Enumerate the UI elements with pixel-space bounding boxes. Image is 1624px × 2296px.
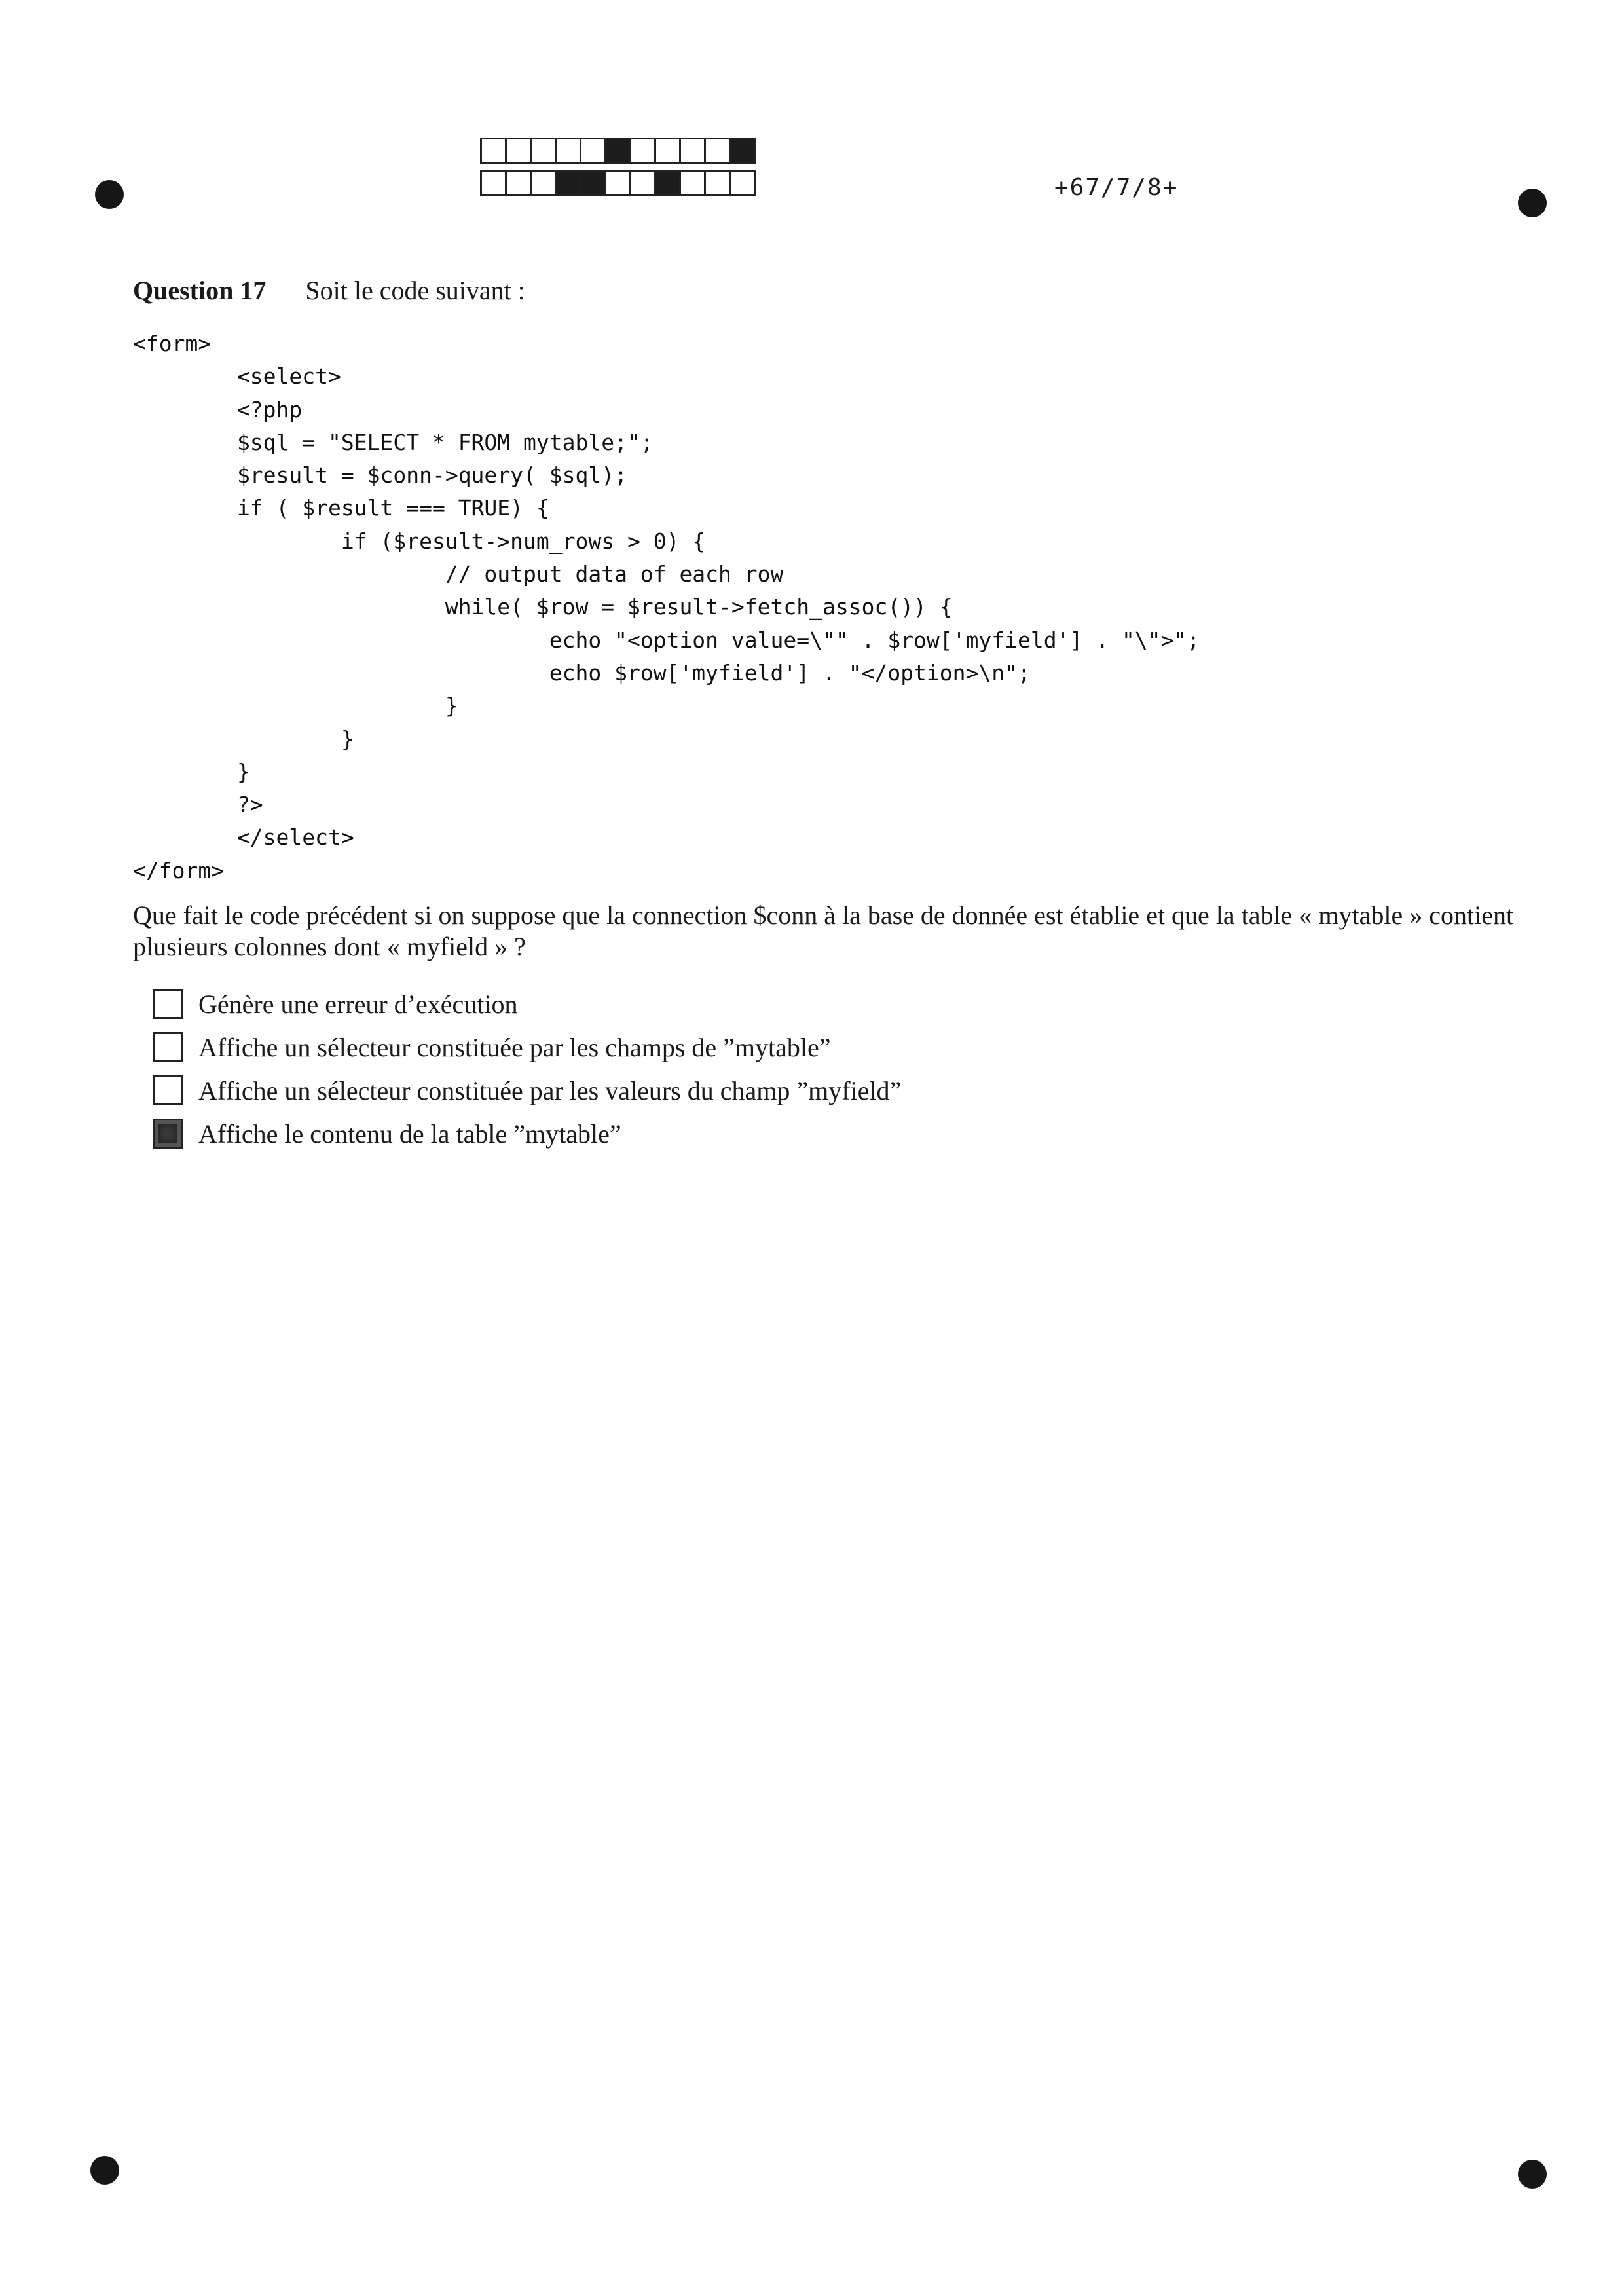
barcode-cell — [631, 170, 656, 196]
barcode-cell — [681, 170, 706, 196]
answer-checkbox[interactable] — [153, 1075, 183, 1105]
answer-option — [153, 1069, 901, 1112]
question-heading — [133, 275, 525, 306]
barcode-cell — [581, 138, 606, 164]
barcode-cell — [606, 170, 631, 196]
answer-checkbox[interactable] — [153, 1119, 183, 1149]
barcode-cell — [681, 138, 706, 164]
code-listing: <form> <select> <?php $sql = "SELECT * FROM mytable;"; $result = $conn->query( $sql); if ( $result === TRUE) { if ($result->num_rows > 0) { // output data of each row while( $row = $result->fetch_assoc()) { echo "<option value=\"" . $row['myfield'] . "\">"; echo $row['myfield'] . "</option>\n"; } } } ?> </select> </form> — [133, 331, 1200, 883]
answer-label: Affiche un sélecteur constituée par les valeurs du champ ”myfield” — [198, 1075, 902, 1105]
barcode-cell — [482, 138, 507, 164]
barcode-cell — [706, 170, 731, 196]
barcode-cell — [631, 138, 656, 164]
answer-option — [153, 1112, 901, 1155]
question-prompt: Que fait le code précédent si on suppose que la connection $conn à la base de donnée est établie et que la table « mytable » contient plusieurs colonnes dont « myfield » ? — [133, 900, 1514, 961]
question-number: Question 17 — [133, 276, 267, 305]
barcode-row-bottom — [480, 170, 756, 196]
answer-option — [153, 1026, 901, 1069]
barcode-cell — [656, 138, 681, 164]
answer-checkbox[interactable] — [153, 989, 183, 1019]
page-code: +67/7/8+ — [1054, 174, 1179, 201]
answer-label: Affiche un sélecteur constituée par les champs de ”mytable” — [198, 1032, 831, 1062]
corner-mark-bottom-right — [1518, 2160, 1547, 2189]
barcode-cell — [507, 138, 532, 164]
barcode-cell — [706, 138, 731, 164]
corner-mark-bottom-left — [90, 2156, 119, 2185]
answer-checkbox[interactable] — [153, 1032, 183, 1062]
answer-label: Génère une erreur d’exécution — [198, 989, 518, 1019]
answer-option — [153, 982, 901, 1026]
answer-label: Affiche le contenu de la table ”mytable” — [198, 1119, 621, 1149]
barcode-cell — [656, 170, 681, 196]
barcode-cell — [532, 138, 557, 164]
barcode-cell — [731, 170, 756, 196]
barcode-cell — [731, 138, 756, 164]
barcode-cell — [581, 170, 606, 196]
barcode-cell — [606, 138, 631, 164]
barcode-cell — [557, 170, 581, 196]
corner-mark-top-right — [1518, 189, 1547, 217]
barcode-cell — [532, 170, 557, 196]
barcode-cell — [482, 170, 507, 196]
barcode-cell — [557, 138, 581, 164]
question-intro: Soit le code suivant : — [305, 276, 525, 305]
barcode-row-top — [480, 138, 756, 164]
corner-mark-top-left — [95, 180, 124, 209]
answer-list — [153, 982, 901, 1155]
barcode-cell — [507, 170, 532, 196]
